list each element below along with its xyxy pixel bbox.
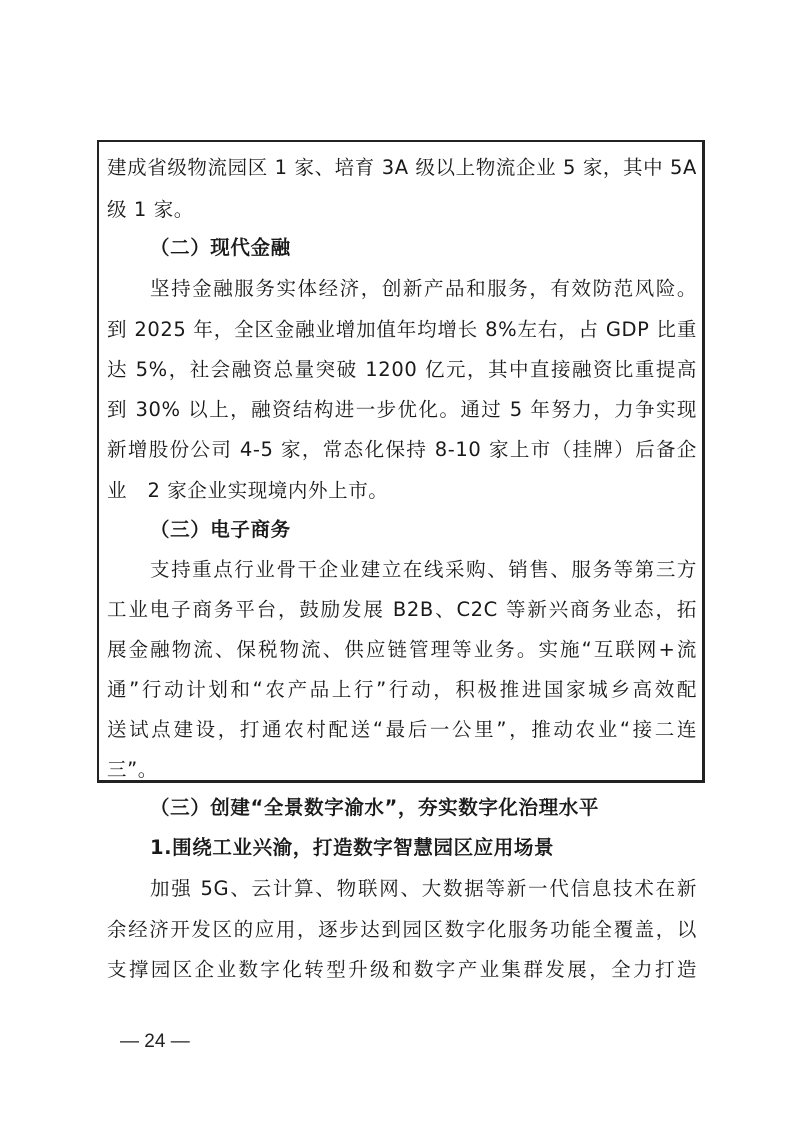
section-heading-ecommerce: （三）电子商务 [150,518,291,541]
body-text-line: 加强 5G、云计算、物联网、大数据等新一代信息技术在新 [150,877,697,900]
body-text-line: 支撑园区企业数字化转型升级和数字产业集群发展，全力打造 [107,958,697,981]
body-text-line: 展金融物流、保税物流、供应链管理等业务。实施“互联网+流 [107,638,697,661]
section-heading: （三）创建“全景数字渝水”，夯实数字化治理水平 [150,796,599,819]
body-text-line: 新增股份公司 4-5 家，常态化保持 8-10 家上市（挂牌）后备企 [107,438,697,461]
body-text-line: 坚持金融服务实体经济，创新产品和服务，有效防范风险。 [150,277,697,300]
body-text-line: 业 2 家企业实现境内外上市。 [107,479,389,502]
body-text-line: 支持重点行业骨干企业建立在线采购、销售、服务等第三方 [150,558,697,581]
body-text-line: 余经济开发区的应用，逐步达到园区数字化服务功能全覆盖，以 [107,918,697,941]
page-number: — 24 — [120,1031,190,1052]
body-text-line: 工业电子商务平台，鼓励发展 B2B、C2C 等新兴商务业态，拓 [107,598,697,621]
body-text-line: 级 1 家。 [107,198,194,221]
subsection-heading: 1.围绕工业兴渝，打造数字智慧园区应用场景 [150,836,555,859]
body-text-line: 建成省级物流园区 1 家、培育 3A 级以上物流企业 5 家，其中 5A [107,156,697,179]
body-text-line: 到 2025 年，全区金融业增加值年均增长 8%左右，占 GDP 比重 [107,318,697,341]
body-text-line: 到 30% 以上，融资结构进一步优化。通过 5 年努力，力争实现 [107,398,697,421]
body-text-line: 送试点建设，打通农村配送“最后一公里”，推动农业“接二连 [107,718,697,741]
section-heading-finance: （二）现代金融 [150,236,291,259]
body-text-line: 达 5%，社会融资总量突破 1200 亿元，其中直接融资比重提高 [107,358,697,381]
body-text-line: 通”行动计划和“农产品上行”行动，积极推进国家城乡高效配 [107,678,697,701]
body-text-line: 三”。 [107,758,158,781]
